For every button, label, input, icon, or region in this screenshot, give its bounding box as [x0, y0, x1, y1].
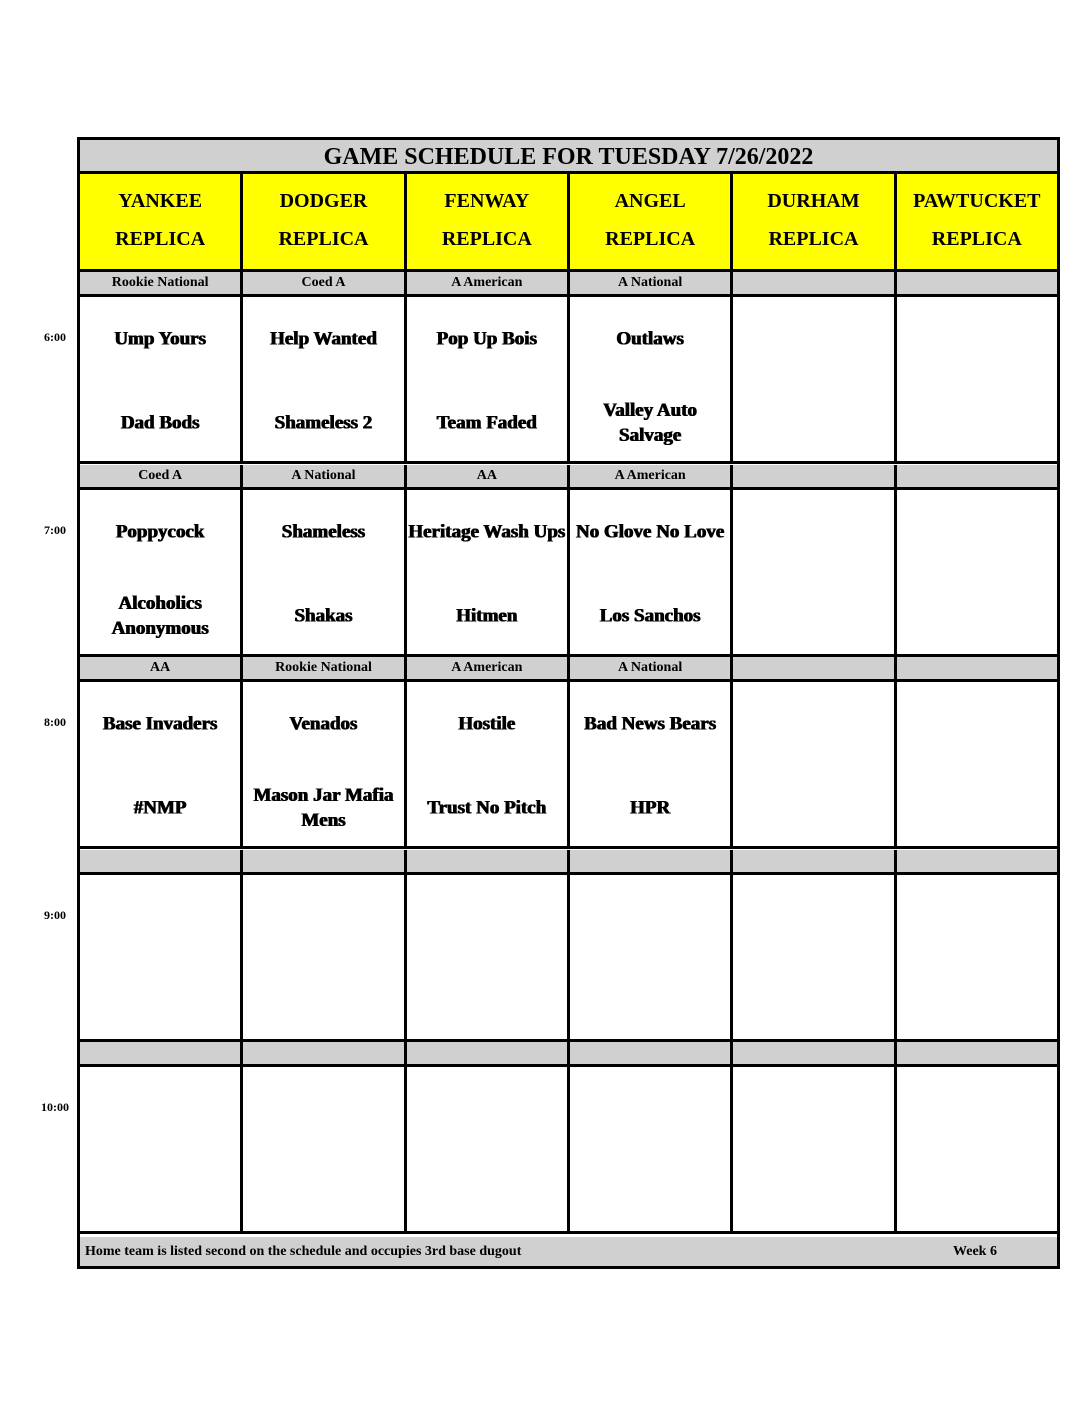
game-cell: [80, 1067, 243, 1231]
home-team: Dad Bods: [120, 412, 200, 434]
division-label: [897, 1042, 1057, 1064]
division-label: [897, 272, 1057, 294]
division-label: A National: [243, 465, 406, 487]
field-name: PAWTUCKET: [913, 190, 1041, 212]
game-cell: [733, 682, 896, 846]
time-slot-block: [80, 1042, 1057, 1234]
division-label: Rookie National: [243, 657, 406, 679]
division-row: [80, 465, 1057, 490]
division-label: [407, 1042, 570, 1064]
division-label: [733, 465, 896, 487]
game-cell: [897, 682, 1057, 846]
field-name: ANGEL: [614, 190, 686, 212]
field-type: REPLICA: [605, 228, 696, 250]
game-cell: [570, 1067, 733, 1231]
away-team: Shameless: [281, 521, 366, 543]
division-label: A American: [570, 465, 733, 487]
schedule-title: GAME SCHEDULE FOR TUESDAY 7/26/2022: [80, 140, 1057, 174]
time-label: 6:00: [44, 330, 66, 344]
home-team-note: Home team is listed second on the schedule and occupies 3rd base dugout: [85, 1244, 522, 1259]
field-type: REPLICA: [441, 228, 532, 250]
game-cell: [897, 297, 1057, 461]
game-cell: [243, 490, 406, 654]
game-cell: [407, 297, 570, 461]
division-label: A National: [570, 272, 733, 294]
away-team: Help Wanted: [270, 328, 377, 350]
field-name: DURHAM: [767, 190, 860, 212]
away-team: Poppycock: [115, 521, 205, 543]
game-cell: [897, 875, 1057, 1039]
away-team: No Glove No Love: [576, 521, 725, 543]
game-cell: [570, 875, 733, 1039]
home-team: HPR: [630, 797, 671, 819]
away-team: Hostile: [458, 713, 516, 735]
field-name: YANKEE: [118, 190, 203, 212]
division-label: [570, 850, 733, 872]
home-team: Shakas: [294, 605, 353, 627]
home-team: Los Sanchos: [599, 605, 701, 627]
game-cell: [407, 1067, 570, 1231]
division-label: [243, 850, 406, 872]
time-slot-block: [80, 850, 1057, 1042]
game-cell: [80, 875, 243, 1039]
time-slot-block: [80, 657, 1057, 849]
field-type: REPLICA: [931, 228, 1022, 250]
field-type: REPLICA: [278, 228, 369, 250]
game-cell: [570, 682, 733, 846]
division-label: A American: [407, 657, 570, 679]
away-team: Heritage Wash Ups: [408, 521, 566, 543]
field-header-row: [80, 174, 1057, 272]
game-row: [80, 875, 1057, 1042]
time-slot-block: [80, 272, 1057, 464]
game-cell: [80, 682, 243, 846]
game-cell: [243, 297, 406, 461]
game-cell: [243, 875, 406, 1039]
game-row: [80, 297, 1057, 464]
away-team: Bad News Bears: [584, 713, 717, 735]
game-cell: [733, 875, 896, 1039]
division-label: [243, 1042, 406, 1064]
field-header-durham: [733, 174, 896, 269]
division-label: [733, 657, 896, 679]
time-label: 10:00: [41, 1100, 69, 1115]
game-cell: [407, 490, 570, 654]
game-cell: [733, 1067, 896, 1231]
division-label: AA: [407, 465, 570, 487]
division-label: [570, 1042, 733, 1064]
division-row: [80, 850, 1057, 875]
time-slot-block: [80, 465, 1057, 657]
home-team: #NMP: [133, 797, 187, 819]
division-label: Rookie National: [80, 272, 243, 294]
game-cell: [733, 490, 896, 654]
game-row: [80, 1067, 1057, 1234]
field-name: DODGER: [279, 190, 368, 212]
field-type: REPLICA: [768, 228, 859, 250]
away-team: Outlaws: [616, 328, 684, 350]
home-team: Alcoholics Anonymous: [111, 592, 209, 639]
division-row: [80, 272, 1057, 297]
schedule-footer: [80, 1237, 1057, 1266]
division-label: A National: [570, 657, 733, 679]
time-label: 8:00: [44, 715, 66, 730]
game-cell: [570, 490, 733, 654]
division-label: [897, 850, 1057, 872]
home-team: Shameless 2: [274, 412, 373, 434]
away-team: Ump Yours: [114, 328, 206, 350]
game-cell: [243, 1067, 406, 1231]
division-row: [80, 1042, 1057, 1067]
field-type: REPLICA: [115, 228, 206, 250]
time-label: 9:00: [44, 907, 66, 922]
game-cell: [407, 682, 570, 846]
home-team: Trust No Pitch: [427, 797, 547, 819]
division-label: AA: [80, 657, 243, 679]
game-row: [80, 682, 1057, 849]
field-header-angel: [570, 174, 733, 269]
division-label: [897, 657, 1057, 679]
division-label: Coed A: [80, 465, 243, 487]
division-label: [407, 850, 570, 872]
home-team: Hitmen: [456, 605, 518, 627]
time-label: 7:00: [44, 522, 66, 537]
game-cell: [897, 490, 1057, 654]
division-label: [897, 465, 1057, 487]
schedule-table: [77, 137, 1060, 1269]
game-cell: [80, 490, 243, 654]
game-row: [80, 490, 1057, 657]
field-name: FENWAY: [444, 190, 530, 212]
home-team: Team Faded: [436, 412, 537, 434]
away-team: Pop Up Bois: [436, 328, 537, 350]
division-label: [80, 850, 243, 872]
game-cell: [243, 682, 406, 846]
game-cell: [80, 297, 243, 461]
field-header-dodger: [243, 174, 406, 269]
game-cell: [570, 297, 733, 461]
field-header-yankee: [80, 174, 243, 269]
game-cell: [897, 1067, 1057, 1231]
division-row: [80, 657, 1057, 682]
game-cell: [407, 875, 570, 1039]
week-label: Week 6: [953, 1244, 997, 1259]
game-cell: [733, 297, 896, 461]
home-team: Mason Jar Mafia Mens: [253, 785, 394, 832]
field-header-fenway: [407, 174, 570, 269]
division-label: [733, 272, 896, 294]
division-label: A American: [407, 272, 570, 294]
division-label: [733, 850, 896, 872]
division-label: [80, 1042, 243, 1064]
field-header-pawtucket: [897, 174, 1057, 269]
division-label: [733, 1042, 896, 1064]
division-label: Coed A: [243, 272, 406, 294]
away-team: Venados: [289, 713, 358, 735]
away-team: Base Invaders: [102, 713, 218, 735]
home-team: Valley Auto Salvage: [603, 400, 698, 446]
